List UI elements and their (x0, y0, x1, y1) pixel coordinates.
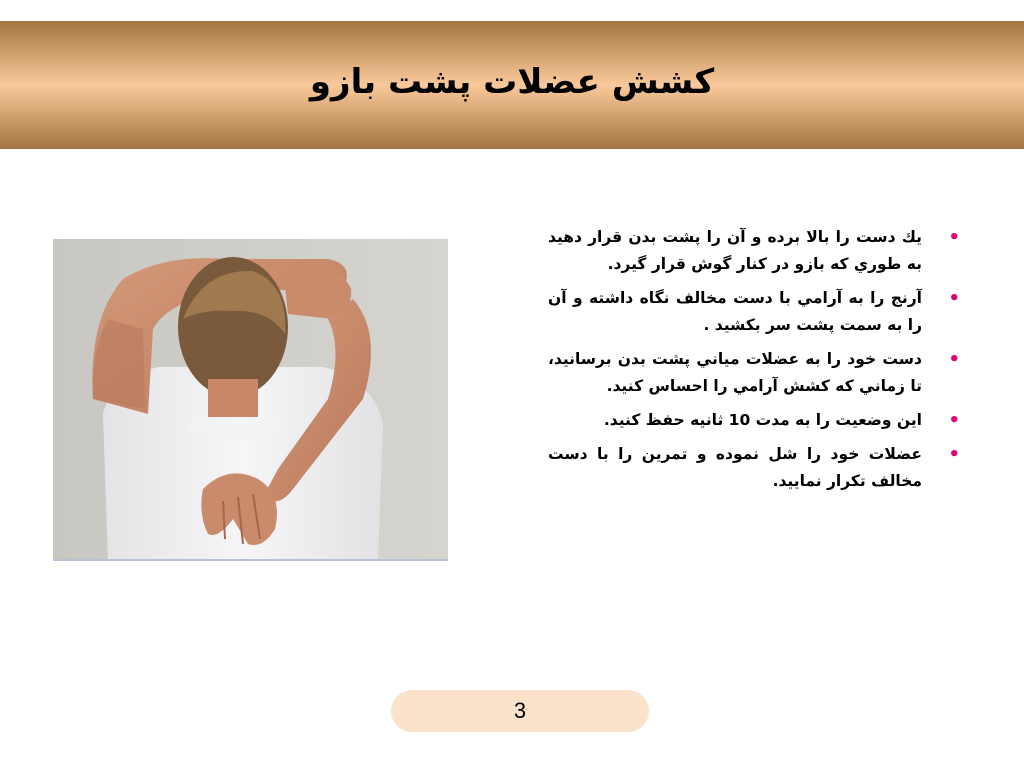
bullet-dot-icon: • (948, 288, 960, 309)
list-item-text: آرنج را به آرامي با دست مخالف نگاه داشته و آن را به سمت پشت سر بكشيد . (548, 289, 922, 334)
bullet-dot-icon: • (948, 410, 960, 431)
title-band (0, 21, 1024, 149)
list-item (548, 285, 966, 339)
list-item-text: عضلات خود را شل نموده و تمرين را با دست مخالف تكرار نماييد. (548, 445, 922, 490)
person-stretch-illustration (53, 239, 448, 561)
page-number-pill (391, 690, 649, 732)
list-item (548, 346, 966, 400)
slide-title: کشش عضلات پشت بازو (309, 62, 715, 102)
bullet-dot-icon: • (948, 444, 960, 465)
bullet-dot-icon: • (948, 227, 960, 248)
bullet-dot-icon: • (948, 349, 960, 370)
list-item-text: دست خود را به عضلات مياني پشت بدن برسانيد، تا زماني كه كشش آرامي را احساس كنيد. (548, 350, 922, 395)
page-number: 3 (513, 698, 527, 723)
stretch-photo (53, 239, 448, 561)
list-item (548, 224, 966, 278)
list-item-text: يك دست را بالا برده و آن را پشت بدن قرار دهيد به طوري كه بازو در كنار گوش قرار گيرد. (548, 228, 922, 273)
instruction-list (548, 224, 966, 502)
list-item (548, 441, 966, 495)
list-item (548, 407, 966, 434)
list-item-text: اين وضعيت را به مدت 10 ثانيه حفظ كنيد. (603, 411, 922, 429)
